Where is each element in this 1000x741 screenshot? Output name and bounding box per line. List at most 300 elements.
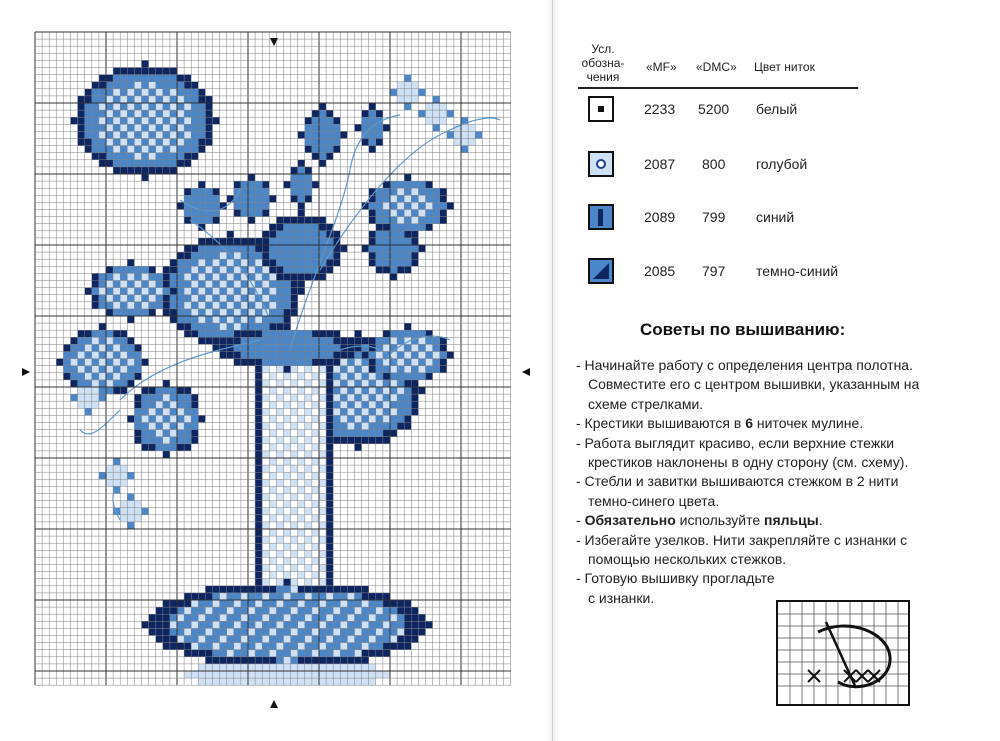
stitch-cell <box>156 131 163 138</box>
legend-col-color: Цвет ниток <box>754 60 815 74</box>
stitch-cell <box>426 195 433 202</box>
stitch-cell <box>113 479 120 486</box>
stitch-cell <box>184 82 191 89</box>
stitch-cell <box>284 621 291 628</box>
stitch-cell <box>284 380 291 387</box>
stitch-cell <box>255 543 262 550</box>
stitch-cell <box>362 593 369 600</box>
stitch-cell <box>369 394 376 401</box>
stitch-cell <box>326 494 333 501</box>
stitch-cell <box>319 565 326 572</box>
stitch-cell <box>404 423 411 430</box>
stitch-cell <box>276 238 283 245</box>
stitch-cell <box>198 309 205 316</box>
stitch-cell <box>291 636 298 643</box>
stitch-cell <box>276 643 283 650</box>
stitch-cell <box>383 245 390 252</box>
stitch-cell <box>461 131 468 138</box>
stitch-cell <box>269 636 276 643</box>
stitch-cell <box>305 543 312 550</box>
stitch-cell <box>418 366 425 373</box>
stitch-cell <box>305 217 312 224</box>
stitch-cell <box>355 678 362 685</box>
stitch-cell <box>305 486 312 493</box>
stitch-cell <box>284 373 291 380</box>
stitch-cell <box>319 224 326 231</box>
stitch-cell <box>227 323 234 330</box>
stitch-cell <box>262 501 269 508</box>
stitch-cell <box>234 352 241 359</box>
stitch-cell <box>170 68 177 75</box>
stitch-cell <box>134 281 141 288</box>
stitch-cell <box>177 160 184 167</box>
stitch-cell <box>355 352 362 359</box>
stitch-cell <box>269 330 276 337</box>
stitch-cell <box>369 636 376 643</box>
stitch-cell <box>298 678 305 685</box>
stitch-cell <box>390 607 397 614</box>
stitch-cell <box>404 344 411 351</box>
stitch-cell <box>376 650 383 657</box>
stitch-cell <box>227 678 234 685</box>
stitch-cell <box>177 153 184 160</box>
stitch-cell <box>440 366 447 373</box>
stitch-cell <box>298 401 305 408</box>
stitch-cell <box>418 110 425 117</box>
stitch-cell <box>248 195 255 202</box>
stitch-cell <box>383 330 390 337</box>
stitch-cell <box>312 522 319 529</box>
stitch-cell <box>376 593 383 600</box>
stitch-cell <box>362 401 369 408</box>
stitch-cell <box>355 380 362 387</box>
stitch-cell <box>340 678 347 685</box>
stitch-cell <box>298 174 305 181</box>
stitch-cell <box>99 359 106 366</box>
stitch-cell <box>92 110 99 117</box>
stitch-cell <box>134 408 141 415</box>
stitch-cell <box>326 664 333 671</box>
stitch-cell <box>92 302 99 309</box>
stitch-cell <box>284 600 291 607</box>
stitch-cell <box>383 671 390 678</box>
stitch-cell <box>418 181 425 188</box>
stitch-cell <box>276 387 283 394</box>
stitch-cell <box>319 572 326 579</box>
stitch-cell <box>106 302 113 309</box>
stitch-cell <box>163 288 170 295</box>
stitch-cell <box>262 352 269 359</box>
stitch-cell <box>298 557 305 564</box>
stitch-cell <box>433 352 440 359</box>
stitch-cell <box>113 266 120 273</box>
stitch-cell <box>227 586 234 593</box>
stitch-cell <box>312 543 319 550</box>
stitch-cell <box>156 160 163 167</box>
stitch-cell <box>312 344 319 351</box>
stitch-cell <box>85 387 92 394</box>
stitch-cell <box>227 259 234 266</box>
stitch-cell <box>347 650 354 657</box>
stitch-cell <box>390 252 397 259</box>
stitch-cell <box>298 238 305 245</box>
stitch-cell <box>255 465 262 472</box>
stitch-cell <box>426 188 433 195</box>
stitch-cell <box>312 536 319 543</box>
stitch-cell <box>454 139 461 146</box>
stitch-cell <box>284 444 291 451</box>
stitch-cell <box>333 643 340 650</box>
stitch-cell <box>269 295 276 302</box>
stitch-cell <box>312 110 319 117</box>
stitch-cell <box>120 380 127 387</box>
stitch-cell <box>134 89 141 96</box>
stitch-cell <box>276 273 283 280</box>
stitch-cell <box>340 621 347 628</box>
stitch-cell <box>220 352 227 359</box>
stitch-cell <box>397 238 404 245</box>
stitch-cell <box>220 600 227 607</box>
stitch-cell <box>326 451 333 458</box>
stitch-cell <box>298 281 305 288</box>
stitch-cell <box>333 614 340 621</box>
stitch-cell <box>284 494 291 501</box>
stitch-cell <box>291 607 298 614</box>
stitch-cell <box>355 415 362 422</box>
stitch-cell <box>411 344 418 351</box>
stitch-cell <box>198 614 205 621</box>
stitch-cell <box>191 401 198 408</box>
stitch-cell <box>269 522 276 529</box>
stitch-cell <box>163 302 170 309</box>
stitch-cell <box>106 75 113 82</box>
stitch-cell <box>227 636 234 643</box>
stitch-cell <box>383 202 390 209</box>
stitch-cell <box>241 195 248 202</box>
stitch-cell <box>255 259 262 266</box>
stitch-cell <box>142 68 149 75</box>
stitch-cell <box>120 472 127 479</box>
center-arrow-right-icon <box>522 368 530 376</box>
stitch-cell <box>355 394 362 401</box>
stitch-cell <box>305 628 312 635</box>
stitch-cell <box>262 494 269 501</box>
stitch-cell <box>276 522 283 529</box>
stitch-cell <box>404 373 411 380</box>
legend-color: белый <box>756 101 798 117</box>
stitch-cell <box>369 352 376 359</box>
stitch-cell <box>376 366 383 373</box>
stitch-cell <box>227 600 234 607</box>
stitch-cell <box>113 458 120 465</box>
stitch-cell <box>319 586 326 593</box>
stitch-cell <box>248 202 255 209</box>
stitch-cell <box>205 607 212 614</box>
stitch-cell <box>291 366 298 373</box>
stitch-cell <box>369 110 376 117</box>
stitch-cell <box>284 337 291 344</box>
stitch-cell <box>92 344 99 351</box>
stitch-cell <box>85 337 92 344</box>
stitch-cell <box>269 231 276 238</box>
stitch-cell <box>255 323 262 330</box>
legend-dmc: 799 <box>702 209 726 225</box>
stitch-cell <box>355 423 362 430</box>
stitch-cell <box>347 337 354 344</box>
stitch-cell <box>191 316 198 323</box>
stitch-cell <box>269 529 276 536</box>
stitch-cell <box>113 167 120 174</box>
stitch-cell <box>78 139 85 146</box>
stitch-cell <box>142 387 149 394</box>
stitch-cell <box>347 607 354 614</box>
stitch-cell <box>213 273 220 280</box>
stitch-cell <box>255 273 262 280</box>
stitch-cell <box>184 387 191 394</box>
stitch-cell <box>134 273 141 280</box>
stitch-cell <box>106 359 113 366</box>
stitch-cell <box>127 75 134 82</box>
stitch-cell <box>390 266 397 273</box>
stitch-cell <box>213 202 220 209</box>
stitch-cell <box>71 337 78 344</box>
stitch-cell <box>127 96 134 103</box>
stitch-cell <box>312 664 319 671</box>
stitch-cell <box>312 415 319 422</box>
stitch-cell <box>369 650 376 657</box>
stitch-cell <box>340 643 347 650</box>
stitch-cell <box>142 103 149 110</box>
stitch-cell <box>92 359 99 366</box>
stitch-cell <box>376 636 383 643</box>
stitch-cell <box>376 245 383 252</box>
stitch-cell <box>198 281 205 288</box>
stitch-cell <box>369 359 376 366</box>
stitch-cell <box>184 593 191 600</box>
stitch-cell <box>298 628 305 635</box>
stitch-cell <box>305 636 312 643</box>
stitch-cell <box>298 245 305 252</box>
stitch-cell <box>177 266 184 273</box>
stitch-cell <box>433 210 440 217</box>
stitch-cell <box>347 401 354 408</box>
stitch-cell <box>269 486 276 493</box>
stitch-cell <box>390 366 397 373</box>
stitch-cell <box>390 231 397 238</box>
stitch-cell <box>213 607 220 614</box>
stitch-cell <box>326 352 333 359</box>
stitch-cell <box>85 359 92 366</box>
stitch-cell <box>333 423 340 430</box>
legend-mf: 2087 <box>644 156 676 172</box>
stitch-cell <box>326 387 333 394</box>
stitch-cell <box>241 359 248 366</box>
stitch-cell <box>426 366 433 373</box>
stitch-cell <box>390 628 397 635</box>
stitch-cell <box>170 117 177 124</box>
stitch-cell <box>191 302 198 309</box>
stitch-cell <box>347 643 354 650</box>
stitch-cell <box>170 621 177 628</box>
stitch-cell <box>369 245 376 252</box>
stitch-cell <box>291 628 298 635</box>
stitch-cell <box>248 288 255 295</box>
stitch-cell <box>205 621 212 628</box>
tip-text: - Готовую вышивку прогладьте с изнанки. <box>576 570 775 606</box>
stitch-cell <box>213 117 220 124</box>
stitch-cell <box>248 316 255 323</box>
stitch-cell <box>205 664 212 671</box>
stitch-cell <box>241 657 248 664</box>
stitch-cell <box>85 96 92 103</box>
stitch-cell <box>411 408 418 415</box>
stitch-cell <box>298 288 305 295</box>
stitch-cell <box>134 131 141 138</box>
stitch-cell <box>120 160 127 167</box>
stitch-cell <box>163 82 170 89</box>
stitch-cell <box>106 266 113 273</box>
stitch-cell <box>205 657 212 664</box>
stitch-cell <box>220 330 227 337</box>
stitch-cell <box>120 273 127 280</box>
stitch-cell <box>291 401 298 408</box>
stitch-cell <box>291 479 298 486</box>
stitch-cell <box>276 252 283 259</box>
stitch-cell <box>113 330 120 337</box>
stitch-cell <box>312 572 319 579</box>
stitch-cell <box>106 153 113 160</box>
stitch-cell <box>390 337 397 344</box>
stitch-cell <box>85 89 92 96</box>
tip-text: - Работа выглядит красиво, если верхние стежки крестиков наклонены в одну сторону (см. схему). <box>576 434 909 471</box>
stitch-cell <box>326 430 333 437</box>
stitch-cell <box>248 628 255 635</box>
stitch-cell <box>369 202 376 209</box>
stitch-cell <box>191 89 198 96</box>
stitch-cell <box>156 89 163 96</box>
stitch-cell <box>184 245 191 252</box>
stitch-cell <box>241 678 248 685</box>
stitch-cell <box>326 380 333 387</box>
stitch-cell <box>426 110 433 117</box>
stitch-cell <box>156 117 163 124</box>
stitch-cell <box>184 643 191 650</box>
stitch-cell <box>404 259 411 266</box>
stitch-cell <box>418 387 425 394</box>
stitch-cell <box>184 671 191 678</box>
stitch-cell <box>269 224 276 231</box>
stitch-cell <box>184 444 191 451</box>
stitch-cell <box>106 295 113 302</box>
stitch-cell <box>312 465 319 472</box>
stitch-cell <box>333 330 340 337</box>
stitch-cell <box>276 217 283 224</box>
stitch-cell <box>78 366 85 373</box>
stitch-cell <box>404 252 411 259</box>
stitch-cell <box>284 224 291 231</box>
stitch-cell <box>113 373 120 380</box>
stitch-cell <box>284 501 291 508</box>
stitch-cell <box>468 131 475 138</box>
stitch-cell <box>205 586 212 593</box>
stitch-cell <box>355 593 362 600</box>
stitch-cell <box>163 437 170 444</box>
stitch-cell <box>362 408 369 415</box>
stitch-cell <box>312 557 319 564</box>
stitch-cell <box>284 529 291 536</box>
stitch-cell <box>383 238 390 245</box>
stitch-cell <box>291 167 298 174</box>
stitch-cell <box>234 657 241 664</box>
stitch-cell <box>142 423 149 430</box>
stitch-cell <box>184 117 191 124</box>
stitch-cell <box>376 195 383 202</box>
stitch-cell <box>276 486 283 493</box>
stitch-cell <box>340 415 347 422</box>
stitch-cell <box>120 146 127 153</box>
stitch-cell <box>241 302 248 309</box>
stitch-cell <box>291 472 298 479</box>
stitch-cell <box>142 60 149 67</box>
stitch-cell <box>362 586 369 593</box>
stitch-cell <box>234 607 241 614</box>
stitch-cell <box>248 636 255 643</box>
stitch-cell <box>127 103 134 110</box>
stitch-cell <box>248 657 255 664</box>
stitch-cell <box>326 508 333 515</box>
stitch-cell <box>305 387 312 394</box>
stitch-cell <box>134 68 141 75</box>
stitch-cell <box>127 266 134 273</box>
stitch-cell <box>92 394 99 401</box>
stitch-cell <box>99 394 106 401</box>
stitch-cell <box>312 586 319 593</box>
stitch-cell <box>127 167 134 174</box>
stitch-cell <box>383 415 390 422</box>
corner-triangle-icon <box>588 258 614 284</box>
stitch-cell <box>340 245 347 252</box>
stitch-cell <box>198 117 205 124</box>
stitch-cell <box>198 415 205 422</box>
stitch-cell <box>99 82 106 89</box>
stitch-cell <box>369 259 376 266</box>
bar-icon <box>588 204 614 230</box>
stitch-cell <box>376 600 383 607</box>
stitch-cell <box>134 344 141 351</box>
stitch-cell <box>376 394 383 401</box>
stitch-cell <box>319 628 326 635</box>
stitch-cell <box>191 394 198 401</box>
stitch-cell <box>319 550 326 557</box>
stitch-cell <box>262 380 269 387</box>
stitch-cell <box>227 657 234 664</box>
stitch-cell <box>170 437 177 444</box>
stitch-cell <box>305 536 312 543</box>
stitch-cell <box>284 415 291 422</box>
stitch-cell <box>220 309 227 316</box>
stitch-cell <box>198 295 205 302</box>
stitch-cell <box>85 373 92 380</box>
stitch-cell <box>262 366 269 373</box>
stitch-cell <box>397 387 404 394</box>
stitch-cell <box>276 557 283 564</box>
stitch-cell <box>411 373 418 380</box>
tip-text: - Избегайте узелков. Нити закрепляйте с изнанки с помощью нескольких стежков. <box>576 531 908 568</box>
stitch-cell <box>404 607 411 614</box>
stitch-cell <box>177 75 184 82</box>
stitch-cell <box>269 543 276 550</box>
stitch-cell <box>191 266 198 273</box>
